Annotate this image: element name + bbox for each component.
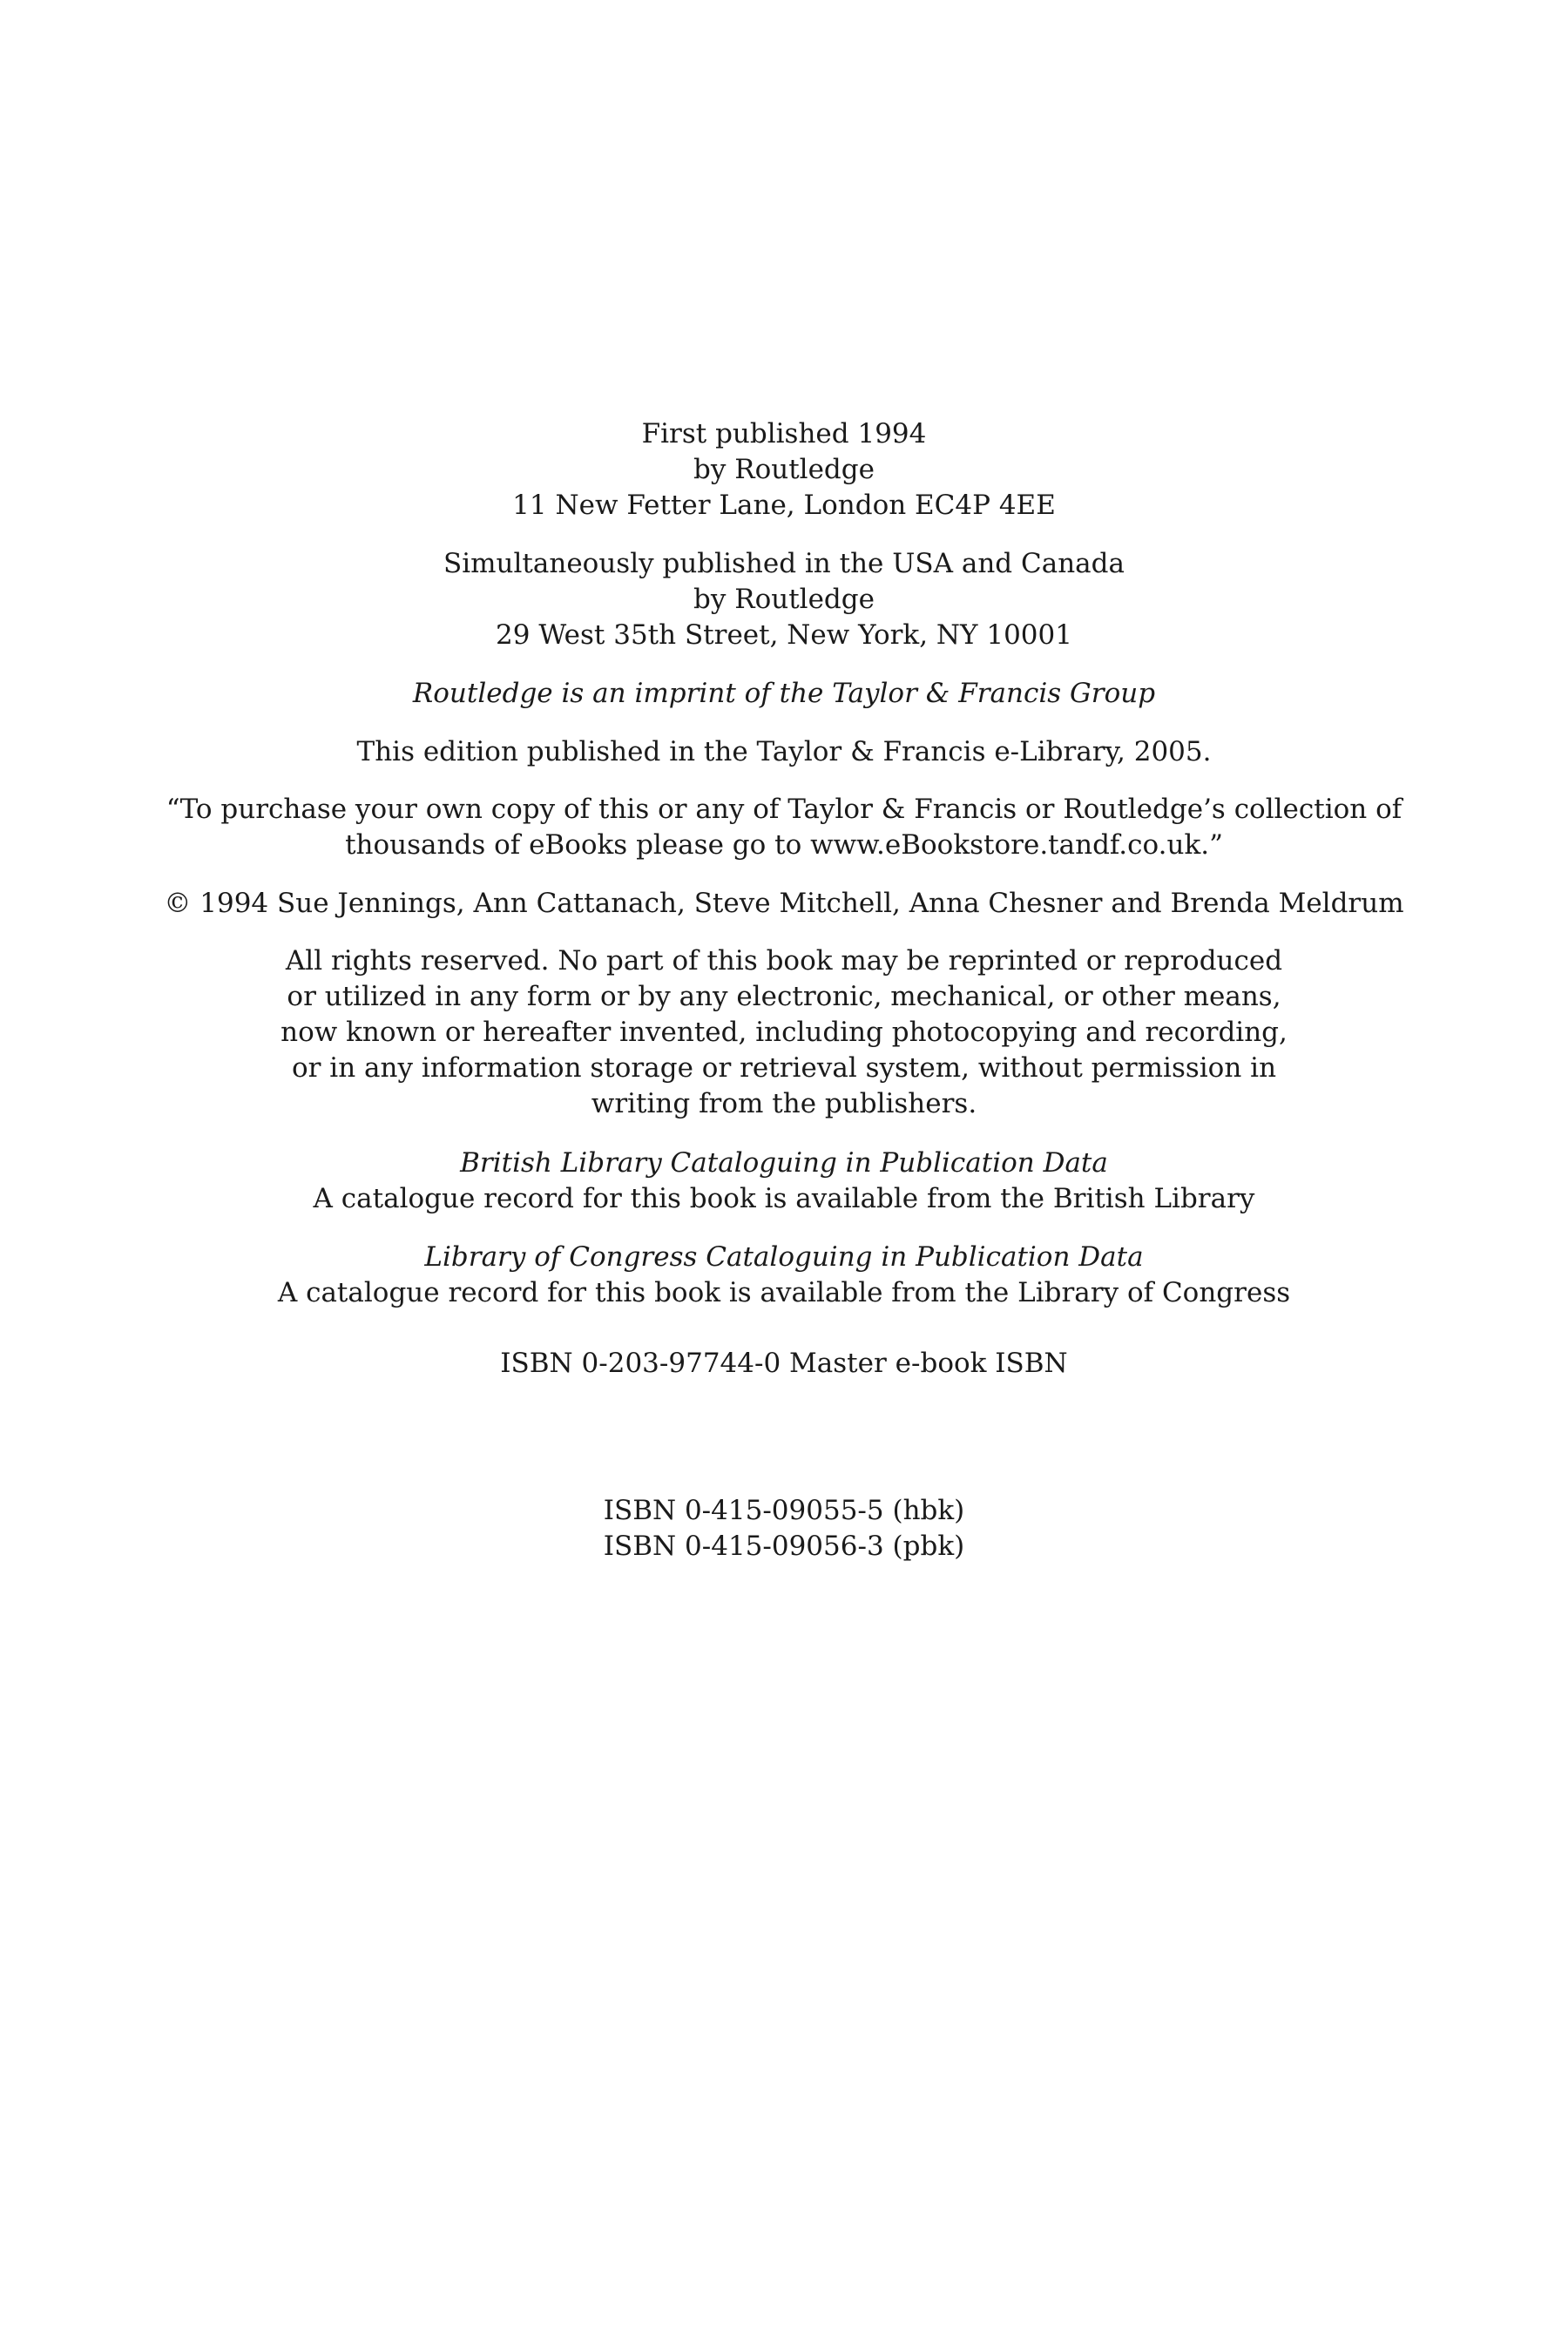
- library-of-congress-record: A catalogue record for this book is available from the Library of Congress: [277, 1277, 1291, 1308]
- british-library-heading: British Library Cataloguing in Publication Data: [460, 1147, 1108, 1179]
- rights-line: now known or hereafter invented, including photocopying and recording,: [280, 1017, 1288, 1048]
- isbn-master: ISBN 0-203-97744-0 Master e-book ISBN: [500, 1348, 1068, 1379]
- isbn-print-block: [0, 1493, 1568, 1565]
- first-published: First published 1994: [641, 418, 927, 449]
- edition-line: This edition published in the Taylor & Francis e-Library, 2005.: [356, 736, 1212, 767]
- purchase-block: [0, 792, 1568, 863]
- publisher-name: by Routledge: [693, 454, 875, 485]
- library-of-congress-heading: Library of Congress Cataloguing in Publication Data: [424, 1241, 1144, 1273]
- publication-block: [0, 416, 1568, 524]
- rights-line: or in any information storage or retrieval system, without permission in: [291, 1052, 1277, 1084]
- isbn-pbk: ISBN 0-415-09056-3 (pbk): [603, 1531, 965, 1562]
- publisher-address-us: 29 West 35th Street, New York, NY 10001: [496, 619, 1072, 651]
- rights-line: All rights reserved. No part of this book may be reprinted or reproduced: [285, 945, 1283, 977]
- copyright-line: © 1994 Sue Jennings, Ann Cattanach, Steve Mitchell, Anna Chesner and Brenda Meldrum: [164, 888, 1404, 919]
- british-library-record: A catalogue record for this book is available from the British Library: [313, 1183, 1255, 1214]
- british-library-block: [0, 1146, 1568, 1217]
- rights-line: or utilized in any form or by any electronic, mechanical, or other means,: [287, 981, 1281, 1012]
- rights-block: [0, 943, 1568, 1122]
- publisher-name-us: by Routledge: [693, 584, 875, 615]
- isbn-hbk: ISBN 0-415-09055-5 (hbk): [603, 1495, 965, 1526]
- library-of-congress-block: [0, 1240, 1568, 1311]
- isbn-master-block: [0, 1346, 1568, 1382]
- publisher-address-uk: 11 New Fetter Lane, London EC4P 4EE: [512, 490, 1056, 521]
- simultaneous-line: Simultaneously published in the USA and Canada: [443, 548, 1125, 579]
- purchase-line-1: “To purchase your own copy of this or any of Taylor & Francis or Routledge’s collection of: [166, 794, 1402, 825]
- imprint-block: [0, 676, 1568, 712]
- edition-block: [0, 734, 1568, 770]
- imprint-line: Routledge is an imprint of the Taylor & Francis Group: [412, 678, 1156, 709]
- rights-line: writing from the publishers.: [591, 1088, 977, 1119]
- simultaneous-block: [0, 546, 1568, 653]
- purchase-line-2: thousands of eBooks please go to www.eBookstore.tandf.co.uk.”: [345, 829, 1223, 861]
- copyright-block: [0, 886, 1568, 922]
